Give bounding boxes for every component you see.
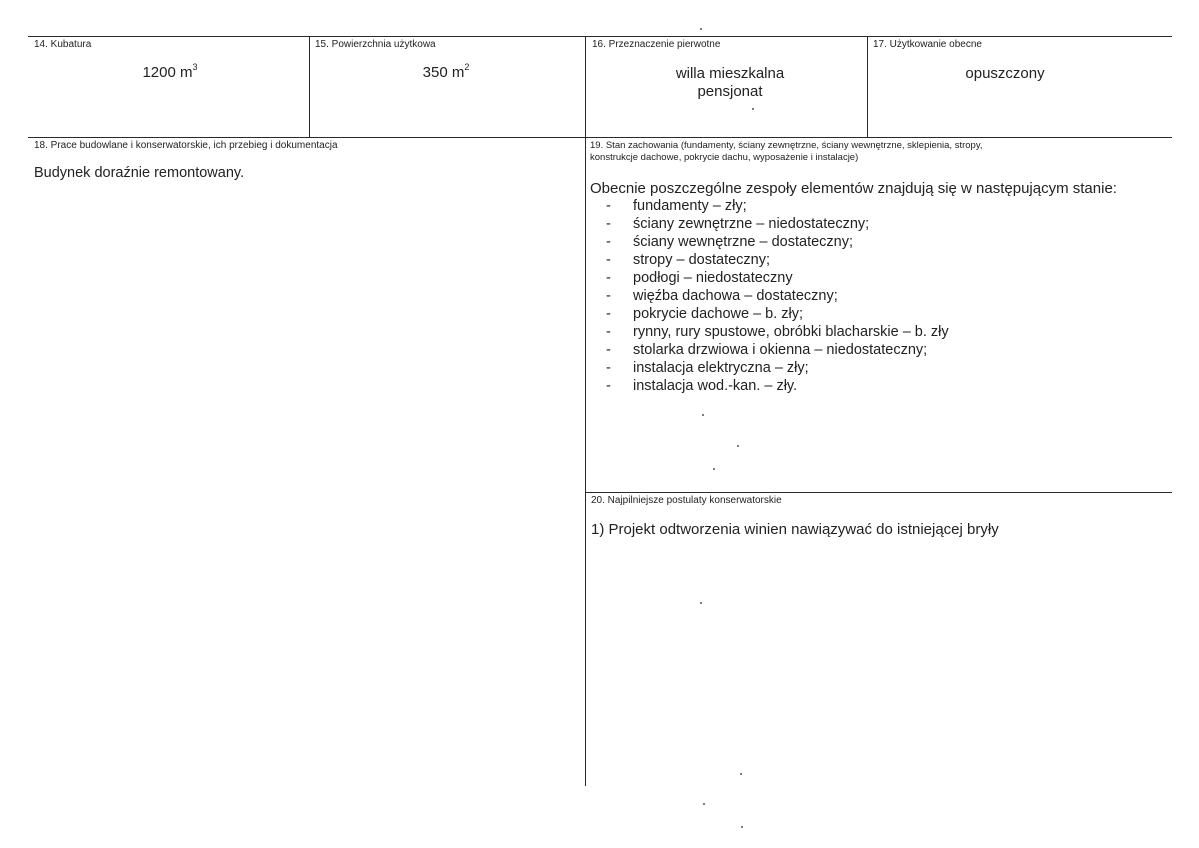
bullet-dash: -	[606, 342, 611, 358]
condition-item: - stropy – dostateczny;	[606, 252, 771, 268]
field-15-label: 15. Powierzchnia użytkowa	[315, 39, 436, 50]
condition-item: - instalacja elektryczna – zły;	[606, 360, 809, 376]
condition-item: - instalacja wod.-kan. – zły.	[606, 378, 798, 394]
bullet-dash: -	[606, 288, 611, 304]
scan-speck	[713, 468, 715, 470]
field-17-value: opuszczony	[965, 65, 1045, 82]
field-16-value-line1: willa mieszkalna	[675, 65, 785, 82]
bullet-dash: -	[606, 252, 611, 268]
kubatura-value: 1200 m	[142, 64, 193, 81]
powierzchnia-exponent: 2	[464, 62, 470, 72]
scan-speck	[737, 445, 739, 447]
bullet-dash: -	[606, 306, 611, 322]
field-19-label-line2: konstrukcje dachowe, pokrycie dachu, wyposażenie i instalacje)	[590, 152, 859, 163]
kubatura-exponent: 3	[192, 62, 198, 72]
top-rule	[28, 36, 1172, 37]
condition-item: - podłogi – niedostateczny	[606, 270, 793, 286]
field-16-value-line2: pensjonat	[697, 83, 763, 100]
scan-speck	[702, 414, 704, 416]
scan-speck	[740, 773, 742, 775]
field-15-value	[406, 64, 486, 81]
rule-19-20	[585, 492, 1172, 493]
field-17-label: 17. Użytkowanie obecne	[873, 39, 982, 50]
condition-item: - stolarka drzwiowa i okienna – niedostateczny;	[606, 342, 928, 358]
bullet-dash: -	[606, 198, 611, 214]
condition-item: - ściany wewnętrzne – dostateczny;	[606, 234, 854, 250]
bullet-dash: -	[606, 234, 611, 250]
bullet-dash: -	[606, 216, 611, 232]
divider-16-17	[867, 36, 868, 137]
field-14-label: 14. Kubatura	[34, 39, 92, 50]
condition-item: - więźba dachowa – dostateczny;	[606, 288, 838, 304]
scan-speck	[741, 826, 743, 828]
field-19-label-line1: 19. Stan zachowania (fundamenty, ściany zewnętrzne, ściany wewnętrzne, sklepienia, stropy,	[590, 140, 983, 151]
divider-center	[585, 36, 586, 786]
field-16-label: 16. Przeznaczenie pierwotne	[592, 39, 721, 50]
scan-speck	[703, 803, 705, 805]
field-20-text: 1) Projekt odtworzenia winien nawiązywać do istniejącej bryły	[591, 521, 999, 538]
field-14-value	[130, 64, 210, 81]
condition-item: - rynny, rury spustowe, obróbki blacharskie – b. zły	[606, 324, 949, 340]
condition-item: - fundamenty – zły;	[606, 198, 747, 214]
bullet-dash: -	[606, 360, 611, 376]
field-18-label: 18. Prace budowlane i konserwatorskie, ich przebieg i dokumentacja	[34, 140, 338, 151]
bullet-dash: -	[606, 270, 611, 286]
scan-speck	[700, 602, 702, 604]
bullet-dash: -	[606, 378, 611, 394]
condition-item: - pokrycie dachowe – b. zły;	[606, 306, 804, 322]
field-18-text: Budynek doraźnie remontowany.	[34, 165, 245, 181]
bullet-dash: -	[606, 324, 611, 340]
scan-speck	[700, 28, 702, 30]
powierzchnia-value: 350 m	[422, 64, 465, 81]
condition-item: - ściany zewnętrzne – niedostateczny;	[606, 216, 870, 232]
field-19-intro: Obecnie poszczególne zespoły elementów znajdują się w następującym stanie:	[590, 180, 1117, 197]
middle-rule	[28, 137, 1172, 138]
condition-list	[606, 197, 949, 395]
divider-14-15	[309, 36, 310, 137]
scan-speck	[752, 108, 754, 110]
field-20-label: 20. Najpilniejsze postulaty konserwatorskie	[591, 495, 782, 506]
